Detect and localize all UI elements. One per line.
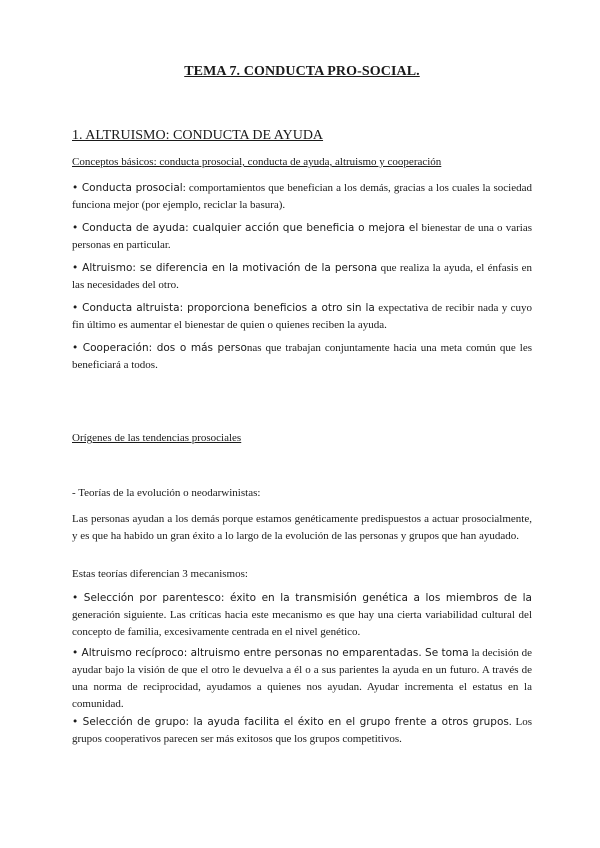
concepts-heading: Conceptos básicos: conducta prosocial, conducta de ayuda, altruismo y cooperación	[72, 156, 442, 168]
evolution-paragraph: Las personas ayudan a los demás porque estamos genéticamente predispuestos a actuar prosocialmente, y es que ha habido un gran éxito a lo largo de la evolución de las personas y grupos que han ayudado.	[72, 513, 532, 542]
concept-text: bienestar de una o varias personas en particular.	[72, 222, 532, 251]
concept-item	[72, 340, 532, 374]
concept-term: • Cooperación: dos o más perso	[72, 342, 247, 354]
mechanism-text: . Los grupos cooperativos parecen ser más exitosos que los grupos competitivos.	[72, 716, 532, 745]
document-title: TEMA 7. CONDUCTA PRO-SOCIAL.	[184, 64, 420, 79]
mechanism-item	[72, 714, 532, 748]
concept-text: : comportamientos que benefician a los demás, gracias a los cuales la sociedad funciona mejor (por ejemplo, reciclar la basura).	[72, 182, 532, 211]
concept-item	[72, 180, 532, 214]
mechanism-item	[72, 590, 532, 641]
concept-text: expectativa de recibir nada y cuyo fin último es aumentar el bienestar de quien o quienes reciben la ayuda.	[72, 302, 533, 331]
concept-text: nas que trabajan conjuntamente hacia una meta común que les beneficiará a todos.	[72, 342, 532, 371]
mechanism-term: • Selección de grupo: la ayuda facilita el éxito en el grupo frente a otros grupos	[72, 716, 509, 728]
mechanisms-intro: Estas teorías diferencian 3 mecanismos:	[72, 568, 248, 580]
mechanism-item	[72, 645, 532, 713]
concept-term: • Altruismo: se diferencia en la motivación de la persona	[72, 262, 378, 274]
evolution-heading: - Teorías de la evolución o neodarwinistas:	[72, 487, 261, 499]
section-heading-altruismo: 1. ALTRUISMO: CONDUCTA DE AYUDA	[72, 128, 324, 143]
mechanism-text: generación siguiente. Las críticas hacia este mecanismo es que hay una cierta variabilidad cultural del concepto de familia, excesivamente centrada en el nivel genético.	[72, 609, 532, 638]
concept-text: que realiza la ayuda, el énfasis en las necesidades del otro.	[72, 262, 532, 291]
mechanism-term: • Selección por parentesco: éxito en la transmisión genética a los miembros de la	[72, 592, 532, 604]
origins-heading: Orígenes de las tendencias prosociales	[72, 432, 242, 444]
concept-item	[72, 300, 532, 334]
concept-term: • Conducta altruista: proporciona beneficios a otro sin la	[72, 302, 375, 314]
concept-item	[72, 260, 532, 294]
concept-term: • Conducta de ayuda: cualquier acción que beneficia o mejora el	[72, 222, 419, 234]
concept-item	[72, 220, 532, 254]
concept-term: • Conducta prosocial	[72, 182, 183, 194]
mechanism-term: • Altruismo recíproco: altruismo entre personas no emparentadas. Se toma	[72, 647, 469, 659]
mechanism-text: la decisión de ayudar bajo la visión de que el otro le devuelva a él o a sus parientes la ayuda en un futuro. A través de una norma de reciprocidad, ayudamos a quienes nos ayudan. Ayudar incrementa el estatus en la comunidad.	[72, 647, 532, 710]
